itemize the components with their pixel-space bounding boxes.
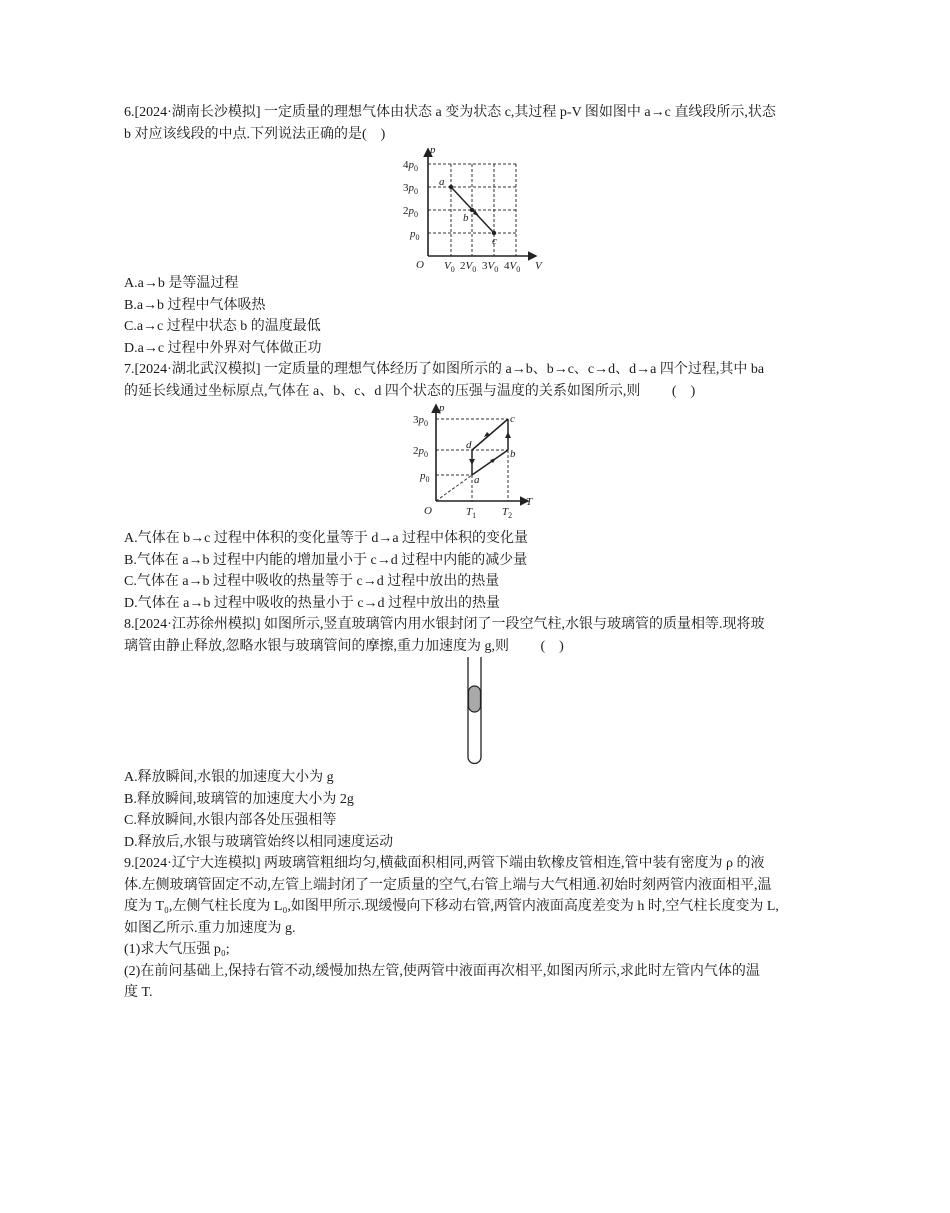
q7-option-c[interactable]: C.气体在 a→b 过程中吸收的热量等于 c→d 过程中放出的热量	[124, 574, 500, 589]
svg-text:p0: $p_0$	[410, 228, 420, 242]
svg-text:3p0: $3p_0$	[403, 182, 418, 196]
q8-option-b[interactable]: B.释放瞬间,玻璃管的加速度大小为 2g	[124, 791, 354, 807]
svg-text:c: c	[510, 413, 515, 425]
svg-text:c: c	[492, 235, 497, 247]
q8-stem-line-1: 8.[2024·江苏徐州模拟] 如图所示,竖直玻璃管内用水银封闭了一段空气柱,水银与玻璃管的质量相等.现将玻	[124, 617, 765, 632]
svg-text:2p0: $2p_0$	[413, 445, 428, 459]
q8-options	[124, 767, 834, 853]
svg-text:2V0: $2V_0$	[460, 260, 477, 273]
question-9	[124, 853, 834, 1004]
q9-line-4: 如图乙所示.重力加速度为 g.	[124, 920, 296, 936]
q6-stem-line-1: 6.[2024·湖南长沙模拟] 一定质量的理想气体由状态 a 变为状态 c,其过程 p-V 图如图中 a→c 直线段所示,状态	[124, 105, 776, 120]
q7-option-d[interactable]: D.气体在 a→b 过程中吸收的热量小于 c→d 过程中放出的热量	[124, 595, 501, 611]
q8-option-a[interactable]: A.释放瞬间,水银的加速度大小为 g	[124, 770, 334, 785]
q6-option-c[interactable]: C.a→c 过程中状态 b 的温度最低	[124, 319, 321, 334]
q7-pt-diagram	[124, 402, 834, 528]
svg-text:b: b	[463, 212, 469, 224]
pv-graph	[124, 145, 834, 273]
q6-pv-diagram	[124, 145, 834, 273]
svg-text:a: a	[474, 474, 480, 486]
q6-options	[124, 273, 834, 359]
q9-subquestion-1: (1)求大气压强 p₀;	[124, 942, 230, 957]
svg-text:p: p	[430, 145, 436, 156]
q7-options	[124, 528, 834, 614]
question-7	[124, 359, 834, 614]
q8-option-c[interactable]: C.释放瞬间,水银内部各处压强相等	[124, 813, 337, 828]
svg-text:T1: $T_1$	[466, 506, 477, 520]
svg-text:4p0: $4p_0$	[403, 159, 418, 173]
svg-text:T: T	[526, 496, 533, 508]
question-8	[124, 614, 834, 853]
q6-stem-line-2: b 对应该线段的中点.下列说法正确的是( )	[124, 126, 386, 142]
q8-stem-line-2: 璃管由静止释放,忽略水银与玻璃管间的摩擦,重力加速度为 g,则 ( )	[124, 638, 564, 654]
glass-tube	[124, 657, 834, 767]
svg-text:3p0: $3p_0$	[413, 414, 428, 428]
svg-text:V: V	[535, 260, 542, 272]
svg-text:3V0: $3V_0$	[482, 260, 499, 273]
svg-text:a: a	[439, 176, 445, 188]
q6-option-d[interactable]: D.a→c 过程中外界对气体做正功	[124, 340, 322, 356]
svg-text:2p0: $2p_0$	[403, 205, 418, 219]
question-6	[124, 102, 834, 359]
q6-option-b[interactable]: B.a→b 过程中气体吸热	[124, 297, 266, 313]
q7-option-b[interactable]: B.气体在 a→b 过程中内能的增加量小于 c→d 过程中内能的减少量	[124, 552, 528, 568]
svg-text:V0: $V_0$	[444, 260, 455, 273]
svg-text:d: d	[466, 439, 472, 451]
q8-glass-tube-figure	[124, 657, 834, 767]
q7-option-a[interactable]: A.气体在 b→c 过程中体积的变化量等于 d→a 过程中体积的变化量	[124, 531, 529, 546]
svg-text:b: b	[510, 448, 516, 460]
svg-text:T2: $T_2$	[502, 506, 513, 520]
q9-subquestion-2-line-1: (2)在前问基础上,保持右管不动,缓慢加热左管,使两管中液面再次相平,如图丙所示,求此时左管内气体的温	[124, 963, 760, 979]
svg-text:4V0: $4V_0$	[504, 260, 521, 273]
svg-text:p: p	[439, 402, 445, 414]
mercury-column	[469, 686, 481, 712]
svg-text:O: O	[416, 259, 424, 271]
exam-page	[124, 102, 834, 1004]
q7-stem-line-2: 的延长线通过坐标原点,气体在 a、b、c、d 四个状态的压强与温度的关系如图所示,则 ( )	[124, 383, 696, 399]
q7-stem-line-1: 7.[2024·湖北武汉模拟] 一定质量的理想气体经历了如图所示的 a→b、b→c、c→d、d→a 四个过程,其中 ba	[124, 362, 765, 377]
svg-text:p0: $p_0$	[420, 470, 430, 484]
q8-option-d[interactable]: D.释放后,水银与玻璃管始终以相同速度运动	[124, 834, 394, 850]
q6-option-a[interactable]: A.a→b 是等温过程	[124, 276, 239, 291]
q9-line-3: 度为 T₀,左侧气柱长度为 L₀,如图甲所示.现缓慢向下移动右管,两管内液面高度差变为 h 时,空气柱长度变为 L,	[124, 899, 779, 914]
q9-line-2: 体.左侧玻璃管固定不动,左管上端封闭了一定质量的空气,右管上端与大气相通.初始时刻两管内液面相平,温	[124, 877, 772, 893]
svg-text:O: O	[424, 505, 432, 517]
q9-subquestion-2-line-2: 度 T.	[124, 985, 153, 1000]
q9-line-1: 9.[2024·辽宁大连模拟] 两玻璃管粗细均匀,横截面积相同,两管下端由软橡皮管相连,管中装有密度为 ρ 的液	[124, 856, 765, 871]
pt-graph	[124, 402, 834, 528]
